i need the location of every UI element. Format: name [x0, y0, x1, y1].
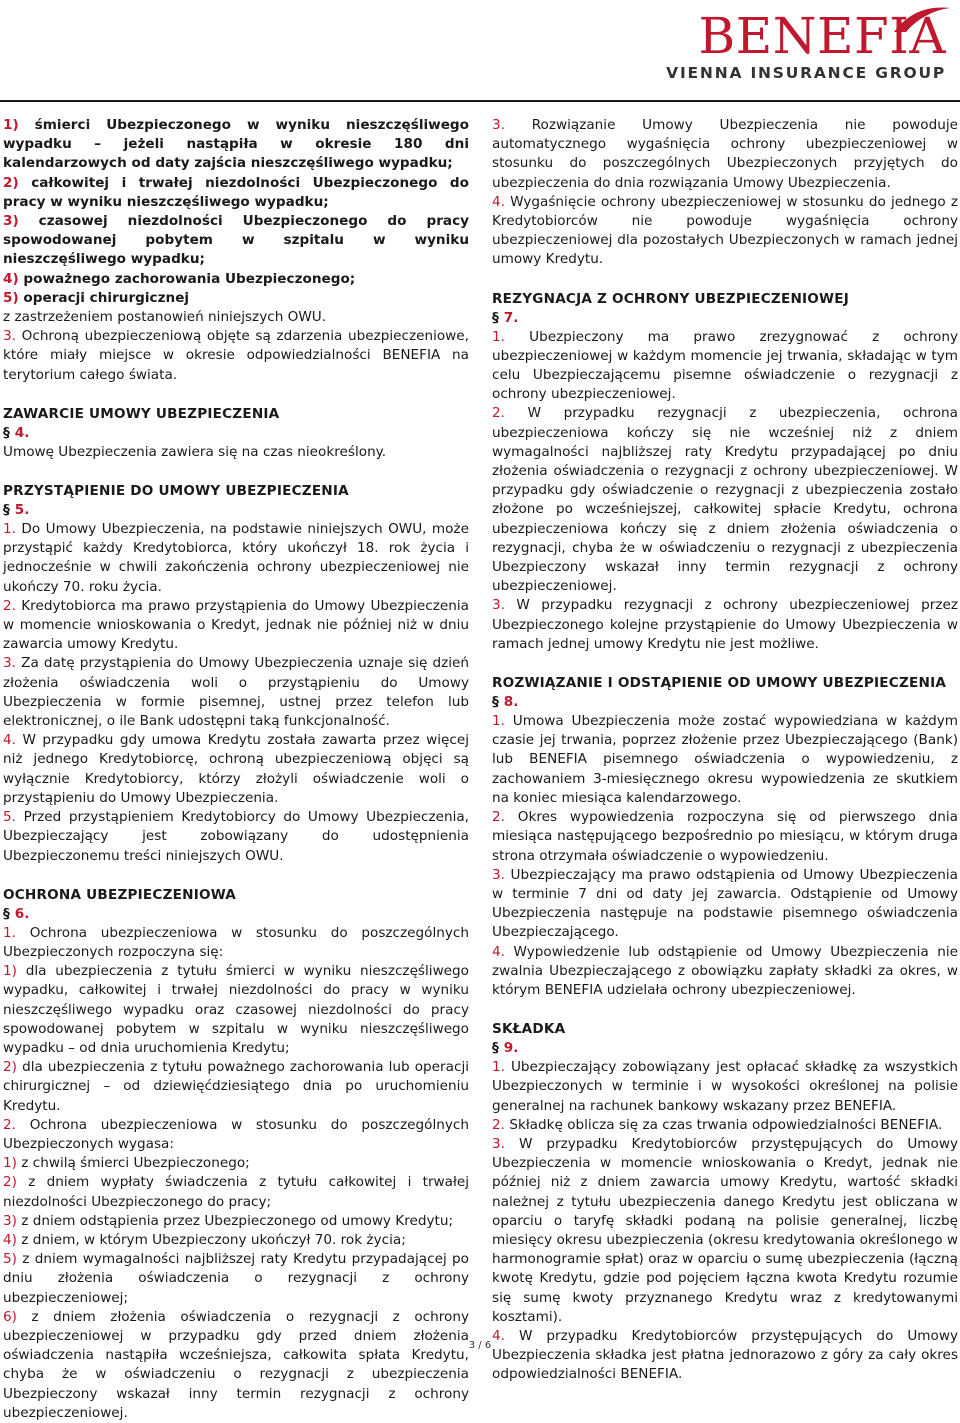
paragraph — [492, 808, 958, 866]
item-text: Rozwiązanie Umowy Ubezpieczenia nie powoduje automatycznego wygaśnięcia ochrony ubezpieczeniowej w stosunku do poszczególnych Ubezpieczonych przyjętych do ubezpieczenia do dnia rozwiązania Umowy Ubezpieczenia. — [492, 117, 958, 191]
section-number — [492, 309, 958, 328]
item-number: 2. — [492, 405, 505, 422]
section-sign: § — [492, 309, 499, 326]
item-text: W przypadku Kredytobiorców przystępujących do Umowy Ubezpieczenia składka jest płatna jednorazowo z góry za cały okres odpowiedzialności BENEFIA. — [492, 1327, 958, 1383]
item-number: 6) — [3, 1308, 17, 1325]
logo-tagline: VIENNA INSURANCE GROUP — [666, 64, 946, 82]
item-text: z chwilą śmierci Ubezpieczonego; — [21, 1155, 250, 1172]
paragraph — [492, 1135, 958, 1327]
left-column — [3, 116, 469, 1423]
item-number: 1) — [3, 1155, 17, 1172]
section-number — [3, 501, 469, 520]
item-number: 3. — [3, 655, 16, 672]
item-text: Wygaśnięcie ochrony ubezpieczeniowej w stosunku do jednego z Kredytobiorców nie powoduje wygaśnięcia ochrony ubezpieczeniowej dla pozostałych Ubezpieczonych w ramach jednej umowy Kredytu. — [492, 193, 958, 268]
item-text: W przypadku gdy umowa Kredytu została zawarta przez więcej niż jednego Kredytobiorcę, ochroną ubezpieczeniową objęci są wyłącznie Kredytobiorcy, którzy złożyli oświadczenie woli o przystąpieniu do Umowy Ubezpieczenia. — [3, 732, 470, 806]
paragraph — [3, 924, 469, 962]
item-text: Ubezpieczający ma prawo odstąpienia od Umowy Ubezpieczenia w terminie 7 dni od daty jej zawarcia. Odstąpienie od Umowy Ubezpieczenia następuje na podstawie pisemnego oświadczenia Ubezpieczającego. — [492, 866, 958, 941]
item-number: 2. — [3, 597, 16, 614]
section-num: 4. — [14, 424, 30, 441]
paragraph — [3, 270, 469, 289]
item-number: 2. — [3, 1116, 16, 1133]
paragraph — [3, 1173, 469, 1211]
item-number: 1. — [492, 328, 505, 345]
item-text: z dniem wymagalności najbliższej raty Kredytu przypadającej po dniu złożenia oświadczenia o rezygnacji z ochrony ubezpieczeniowej; — [3, 1251, 469, 1306]
section-num: 7. — [503, 309, 519, 326]
item-number: 5) — [3, 289, 19, 306]
item-number: 2) — [3, 174, 19, 191]
benefia-logo — [666, 7, 946, 82]
paragraph — [492, 116, 958, 193]
item-number: 1. — [3, 521, 16, 538]
item-text: Ochroną ubezpieczeniową objęte są zdarzenia ubezpieczeniowe, które miały miejsce w okresie odpowiedzialności BENEFIA na terytorium całego świata. — [3, 328, 469, 383]
section-sign: § — [3, 502, 10, 519]
item-number: 3. — [492, 117, 505, 133]
item-number: 1) — [3, 963, 17, 980]
paragraph — [3, 116, 469, 174]
item-text: Wypowiedzenie lub odstąpienie od Umowy Ubezpieczenia nie zwalnia Ubezpieczającego z obowiązku zapłaty składki za okres, w którym BENEFIA udzielała ochrony ubezpieczeniowej. — [492, 943, 958, 998]
paragraph — [3, 520, 469, 597]
item-text: czasowej niezdolności Ubezpieczonego do pracy spowodowanej pobytem w szpitalu w wyniku nieszczęśliwego wypadku; — [3, 213, 469, 268]
paragraph — [492, 193, 958, 270]
paragraph — [492, 1058, 958, 1116]
item-text: operacji chirurgicznej — [23, 289, 190, 306]
paragraph — [3, 731, 469, 808]
section-heading: SKŁADKA — [492, 1021, 566, 1038]
section-num: 8. — [503, 694, 519, 711]
section-num: 5. — [14, 502, 30, 519]
paragraph — [3, 1212, 469, 1231]
item-number: 3. — [3, 328, 16, 345]
item-text: dla ubezpieczenia z tytułu poważnego zachorowania lub operacji chirurgicznej – od dziewięćdziesiątego dnia po uruchomieniu Kredytu. — [3, 1059, 469, 1114]
paragraph — [492, 328, 958, 405]
item-number: 3. — [492, 597, 505, 614]
paragraph — [492, 712, 958, 808]
paragraph — [3, 1116, 469, 1154]
item-number: 2. — [492, 809, 505, 826]
paragraph — [492, 1116, 958, 1135]
item-text: Ubezpieczony ma prawo zrezygnować z ochrony ubezpieczeniowej w każdym momencie jej trwania, składając w tym celu Ubezpieczającemu pisemne oświadczenie o rezygnacji z ochrony ubezpieczeniowej. — [492, 328, 959, 403]
item-text: Składkę oblicza się za czas trwania odpowiedzialności BENEFIA. — [509, 1116, 943, 1133]
paragraph — [3, 212, 469, 270]
paragraph — [492, 1327, 958, 1385]
paragraph — [3, 308, 469, 327]
item-text: całkowitej i trwałej niezdolności Ubezpieczonego do pracy w wyniku nieszczęśliwego wypadku; — [3, 174, 469, 210]
section-sign: § — [3, 905, 10, 922]
item-text: Ochrona ubezpieczeniowa w stosunku do poszczególnych Ubezpieczonych wygasa: — [3, 1116, 470, 1152]
section-number — [492, 693, 958, 712]
item-number: 3) — [3, 213, 19, 230]
paragraph — [3, 808, 469, 866]
item-number: 2) — [3, 1059, 17, 1076]
item-number: 1. — [492, 713, 505, 730]
item-text: z dniem wypłaty świadczenia z tytułu całkowitej i trwałej niezdolności Ubezpieczonego do pracy; — [3, 1174, 469, 1210]
item-number: 3. — [492, 1135, 505, 1152]
paragraph — [3, 654, 469, 731]
header-rule — [0, 100, 960, 102]
item-number: 2. — [492, 1116, 505, 1133]
section-heading: PRZYSTĄPIENIE DO UMOWY UBEZPIECZENIA — [3, 483, 349, 500]
paragraph — [492, 404, 958, 596]
item-text: Ochrona ubezpieczeniowa w stosunku do poszczególnych Ubezpieczonych rozpoczyna się: — [3, 924, 470, 960]
section-heading: REZYGNACJA Z OCHRONY UBEZPIECZENIOWEJ — [492, 290, 849, 307]
item-text: Umowa Ubezpieczenia może zostać wypowiedziana w każdym czasie jej trwania, poprzez złożenie przez Ubezpieczającego (Bank) lub BENEFIA pisemnego oświadczenia o wypowiedzeniu, z zachowaniem 3-miesięcznego okresu wypowiedzenia ze skutkiem na koniec miesiąca kalendarzowego. — [492, 713, 958, 806]
item-number: 4) — [3, 1231, 17, 1248]
paragraph — [3, 1308, 469, 1423]
item-number: 4. — [492, 1327, 505, 1344]
paragraph — [3, 597, 469, 655]
item-text: Przed przystąpieniem Kredytobiorcy do Umowy Ubezpieczenia, Ubezpieczający jest zobowiązany do udostępnienia Ubezpieczonemu treści niniejszych OWU. — [3, 809, 469, 864]
item-number: 3) — [3, 1212, 17, 1229]
section-heading: OCHRONA UBEZPIECZENIOWA — [3, 886, 237, 903]
paragraph — [492, 596, 958, 654]
paragraph — [3, 327, 469, 385]
item-number: 4. — [492, 943, 505, 960]
item-number: 3. — [492, 866, 505, 883]
item-number: 2) — [3, 1174, 17, 1191]
page-header — [0, 0, 960, 96]
paragraph — [3, 1154, 469, 1173]
paragraph — [3, 174, 469, 212]
section-sign: § — [3, 424, 10, 441]
section-num: 6. — [14, 905, 30, 922]
logo-wordmark: BENEFIA — [698, 7, 946, 65]
item-text: poważnego zachorowania Ubezpieczonego; — [23, 270, 356, 287]
item-number: 4. — [3, 732, 16, 749]
paragraph — [492, 866, 958, 943]
item-number: 4. — [492, 193, 505, 210]
section-heading: ROZWIĄZANIE I ODSTĄPIENIE OD UMOWY UBEZPIECZENIA — [492, 675, 947, 692]
item-text: z dniem odstąpienia przez Ubezpieczonego od umowy Kredytu; — [21, 1212, 454, 1229]
item-text: dla ubezpieczenia z tytułu śmierci w wyniku nieszczęśliwego wypadku, całkowitej i trwałej niezdolności do pracy w wyniku nieszczęśliwego wypadku oraz czasowej niezdolności do pracy spowodowanej pobytem w szpitalu w wyniku nieszczęśliwego wypadku – od dnia uruchomienia Kredytu; — [3, 963, 469, 1056]
right-column — [492, 116, 958, 1385]
item-number: 4) — [3, 270, 19, 287]
page-number: 3 / 6 — [468, 1340, 492, 1351]
section-num: 9. — [503, 1040, 519, 1057]
item-number: 1) — [3, 117, 19, 133]
item-text: z dniem złożenia oświadczenia o rezygnacji z ochrony ubezpieczeniowej w przypadku gdy przed dniem złożenia oświadczenia nastąpiła wcześniejsza, całkowita spłata Kredytu, chyba że w oświadczeniu o rezygnacji z ubezpieczenia Ubezpieczony wskazał inny termin rezygnacji z ochrony ubezpieczeniowej. — [3, 1308, 469, 1421]
item-text: W przypadku Kredytobiorców przystępujących do Umowy Ubezpieczenia w momencie wnioskowania o Kredyt, jednak nie później niż z dniem zawarcia umowy Kredytu, wartość składki należnej z tytułu ubezpieczenia danego Kredytu jest obliczana w oparciu o taryfę składki podaną na polisie generalnej, liczbę miesięcy okresu ubezpieczenia (okresu kredytowania określonego w harmonogramie spłat) oraz w oparciu o sumę ubezpieczenia (łączną kwotę Kredytu, gdzie pod pojęciem łączna kwota Kredytu rozumie się sumę kwoty przyznanego Kredytu wraz z kredytowanymi kosztami). — [492, 1135, 958, 1325]
paragraph — [3, 1058, 469, 1116]
item-text: śmierci Ubezpieczonego w wyniku nieszczęśliwego wypadku – jeżeli nastąpiła w okresie 180 dni kalendarzowych od daty zajścia nieszczęśliwego wypadku; — [3, 117, 469, 172]
paragraph — [3, 962, 469, 1058]
logo-swoosh-icon — [892, 4, 952, 34]
section-sign: § — [492, 1040, 499, 1057]
paragraph — [492, 943, 958, 1001]
item-number: 1. — [492, 1059, 505, 1076]
item-number: 1. — [3, 924, 16, 941]
paragraph — [3, 1231, 469, 1250]
section-number — [3, 905, 469, 924]
paragraph — [3, 1250, 469, 1308]
item-text: Za datę przystąpienia do Umowy Ubezpieczenia uznaje się dzień złożenia oświadczenia woli o przystąpieniu do Umowy Ubezpieczenia w formie pisemnej, ustnej przez telefon lub elektronicznej, o ile Bank udostępni taką funkcjonalność. — [3, 655, 469, 730]
item-number: 5. — [3, 809, 16, 826]
section-heading: ZAWARCIE UMOWY UBEZPIECZENIA — [3, 405, 280, 422]
item-text: Kredytobiorca ma prawo przystąpienia do Umowy Ubezpieczenia w momencie wnioskowania o Kredyt, jednak nie później niż w dniu zawarcia umowy Kredytu. — [3, 597, 469, 653]
paragraph — [3, 443, 469, 462]
paragraph — [3, 289, 469, 308]
item-text: Ubezpieczający zobowiązany jest opłacać składkę za wszystkich Ubezpieczonych w terminie i w wysokości określonej na polisie generalnej na rachunek bankowy wskazany przez BENEFIA. — [492, 1059, 958, 1114]
item-text: z zastrzeżeniem postanowień niniejszych OWU. — [3, 309, 327, 326]
item-text: Okres wypowiedzenia rozpoczyna się od pierwszego dnia miesiąca następującego bezpośrednio po miesiącu, w którym druga strona otrzymała oświadczenie o wypowiedzeniu. — [492, 809, 958, 864]
section-sign: § — [492, 694, 499, 711]
item-text: W przypadku rezygnacji z ochrony ubezpieczeniowej przez Ubezpieczonego kolejne przystąpienie do Umowy Ubezpieczenia w ramach jednej umowy Kredytu nie jest możliwe. — [492, 597, 958, 652]
section-number — [3, 424, 469, 443]
section-number — [492, 1039, 958, 1058]
item-text: W przypadku rezygnacji z ubezpieczenia, ochrona ubezpieczeniowa kończy się nie wcześniej niż z dniem wymagalności najbliższej raty Kredytu przypadającej po dniu złożenia oświadczenia o rezygnacji z ochrony ubezpieczeniowej. W przypadku gdy oświadczenie o rezygnacji z ubezpieczenia zostało złożone po wcześniejszej, całkowitej spłacie Kredytu, ochrona ubezpieczeniowa kończy się z dniem złożenia oświadczenia o rezygnacji, chyba że w oświadczeniu o rezygnacji z ubezpieczenia Ubezpieczony wskazał inny termin rezygnacji z ochrony ubezpieczeniowej. — [492, 405, 958, 595]
item-number: 5) — [3, 1251, 17, 1268]
item-text: Umowę Ubezpieczenia zawiera się na czas nieokreślony. — [3, 443, 387, 460]
item-text: Do Umowy Ubezpieczenia, na podstawie niniejszych OWU, może przystąpić każdy Kredytobiorca, który ukończył 18. rok życia i jednocześnie w chwili zakończenia ochrony ubezpieczeniowej nie ukończy 70. roku życia. — [3, 521, 469, 595]
item-text: z dniem, w którym Ubezpieczony ukończył 70. rok życia; — [21, 1231, 406, 1248]
